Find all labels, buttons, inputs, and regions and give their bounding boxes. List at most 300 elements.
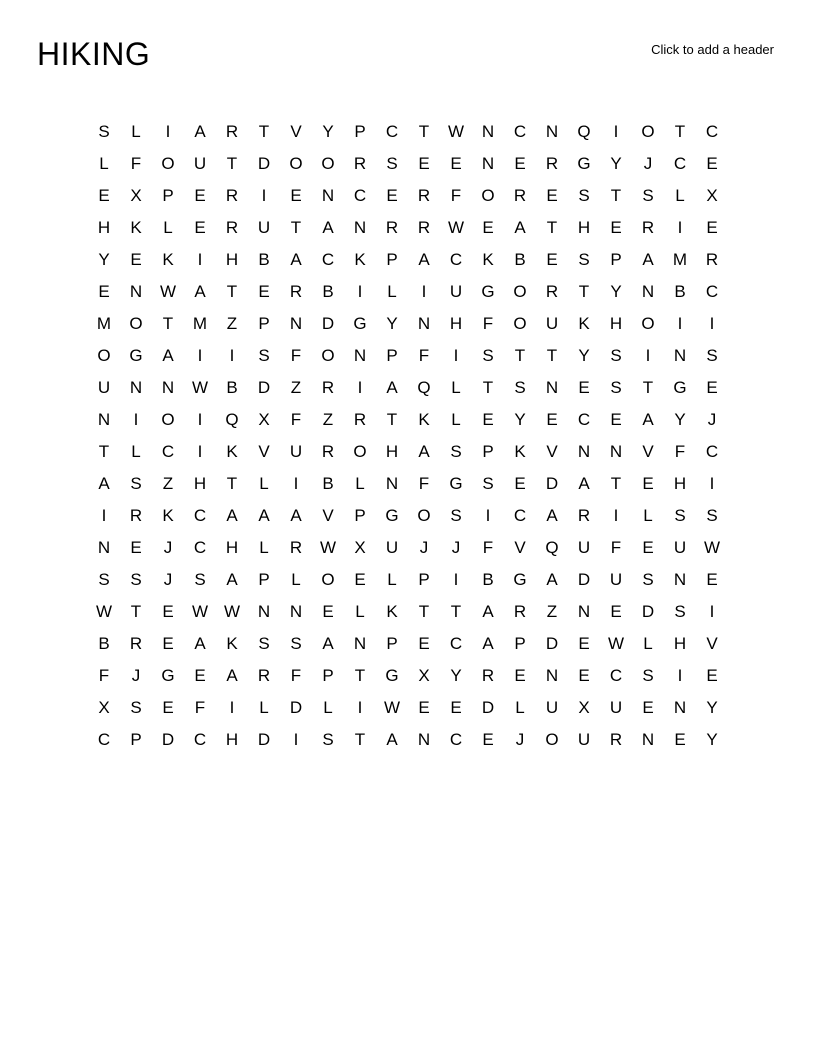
grid-letter: B [514,250,526,269]
grid-letter: A [290,506,302,525]
grid-letter: L [323,698,333,717]
grid-letter: E [354,570,366,589]
grid-letter: A [322,218,334,237]
grid-letter: H [193,474,207,493]
grid-letter: C [449,634,463,653]
grid-letter: C [193,506,207,525]
grid-letter: I [677,666,683,685]
grid-letter: S [450,442,462,461]
grid-letter: G [385,666,399,685]
grid-letter: A [258,506,270,525]
grid-letter: I [165,122,171,141]
grid-letter: R [289,282,303,301]
grid-letter: A [194,122,206,141]
grid-letter: E [194,218,206,237]
grid-letter: O [129,314,143,333]
grid-letter: F [290,346,302,365]
grid-letter: E [322,602,334,621]
grid-letter: S [482,474,494,493]
grid-letter: C [449,730,463,749]
grid-letter: K [226,442,238,461]
grid-letter: E [482,410,494,429]
grid-letter: W [383,698,401,717]
grid-letter: O [161,410,175,429]
grid-letter: Q [577,122,591,141]
grid-letter: V [322,506,334,525]
grid-letter: M [192,314,208,333]
grid-letter: C [385,122,399,141]
grid-letter: C [193,538,207,557]
grid-letter: N [641,282,655,301]
grid-letter: H [577,218,591,237]
grid-letter: E [706,154,718,173]
grid-letter: C [161,442,175,461]
grid-letter: A [546,570,558,589]
grid-letter: K [386,602,398,621]
grid-letter: X [706,186,718,205]
grid-letter: R [513,602,527,621]
grid-letter: U [545,698,559,717]
grid-letter: I [197,250,203,269]
grid-letter: N [97,538,111,557]
grid-letter: I [261,186,267,205]
grid-letter: W [703,538,721,557]
grid-letter: Q [545,538,559,557]
grid-letter: G [353,314,367,333]
grid-letter: F [450,186,462,205]
grid-letter: O [289,154,303,173]
grid-letter: S [706,346,718,365]
grid-letter: V [290,122,302,141]
grid-letter: E [578,666,590,685]
grid-letter: P [610,250,622,269]
grid-letter: E [546,250,558,269]
grid-letter: O [353,442,367,461]
grid-letter: F [482,314,494,333]
grid-letter: E [162,698,174,717]
grid-letter: H [225,538,239,557]
grid-letter: D [321,314,335,333]
grid-letter: E [130,538,142,557]
grid-letter: K [418,410,430,429]
grid-letter: S [130,570,142,589]
grid-letter: C [449,250,463,269]
grid-letter: K [482,250,494,269]
grid-letter: Z [162,474,174,493]
grid-letter: J [163,538,173,557]
grid-letter: P [162,186,174,205]
page-title: HIKING [37,36,151,72]
grid-letter: R [545,154,559,173]
grid-letter: A [98,474,110,493]
grid-letter: D [257,378,271,397]
grid-letter: E [546,186,558,205]
grid-letter: S [130,474,142,493]
word-search-grid [88,116,728,756]
grid-letter: I [197,346,203,365]
grid-letter: O [321,570,335,589]
grid-letter: T [578,282,590,301]
grid-letter: S [194,570,206,589]
grid-letter: B [322,282,334,301]
grid-letter: A [386,378,398,397]
grid-letter: E [610,218,622,237]
grid-letter: N [289,602,303,621]
grid-letter: R [641,218,655,237]
grid-letter: D [257,730,271,749]
grid-letter: E [514,154,526,173]
grid-letter: F [130,154,142,173]
grid-letter: G [161,666,175,685]
grid-letter: S [450,506,462,525]
grid-letter: T [514,346,526,365]
grid-letter: M [672,250,688,269]
grid-letter: S [674,506,686,525]
grid-letter: I [613,506,619,525]
grid-letter: L [355,474,365,493]
grid-letter: C [705,442,719,461]
grid-letter: L [99,154,109,173]
grid-letter: B [98,634,110,653]
grid-letter: E [162,602,174,621]
grid-letter: A [418,250,430,269]
grid-letter: R [545,282,559,301]
grid-letter: T [354,666,366,685]
grid-letter: K [354,250,366,269]
grid-letter: I [101,506,107,525]
grid-letter: W [607,634,625,653]
grid-letter: I [293,474,299,493]
grid-letter: C [673,154,687,173]
grid-letter: O [641,314,655,333]
grid-letter: D [481,698,495,717]
grid-letter: N [577,442,591,461]
grid-letter: L [387,282,397,301]
grid-letter: A [226,506,238,525]
grid-letter: C [193,730,207,749]
grid-letter: T [482,378,494,397]
grid-letter: D [257,154,271,173]
grid-letter: N [609,442,623,461]
grid-letter: Z [290,378,302,397]
grid-letter: Y [674,410,686,429]
grid-letter: R [417,186,431,205]
grid-letter: Q [225,410,239,429]
grid-letter: H [97,218,111,237]
grid-letter: E [194,186,206,205]
grid-letter: O [513,314,527,333]
grid-letter: O [417,506,431,525]
grid-letter: A [386,730,398,749]
grid-letter: J [643,154,653,173]
grid-letter: Z [546,602,558,621]
grid-letter: A [642,410,654,429]
grid-letter: S [130,698,142,717]
grid-letter: H [449,314,463,333]
grid-letter: F [98,666,110,685]
grid-letter: T [226,474,238,493]
grid-letter: I [133,410,139,429]
grid-letter: I [709,314,715,333]
grid-letter: N [577,602,591,621]
grid-letter: L [515,698,525,717]
grid-letter: T [674,122,686,141]
grid-letter: E [610,410,622,429]
grid-letter: U [609,570,623,589]
grid-letter: S [514,378,526,397]
grid-letter: T [162,314,174,333]
grid-letter: E [546,410,558,429]
grid-letter: E [578,378,590,397]
grid-letter: W [319,538,337,557]
grid-letter: T [610,186,622,205]
grid-letter: W [95,602,113,621]
grid-letter: T [226,282,238,301]
grid-letter: R [385,218,399,237]
grid-letter: A [194,282,206,301]
grid-letter: C [609,666,623,685]
grid-letter: S [610,346,622,365]
grid-letter: A [418,442,430,461]
grid-letter: H [673,474,687,493]
grid-letter: R [705,250,719,269]
grid-letter: N [673,346,687,365]
grid-letter: B [674,282,686,301]
grid-letter: E [642,538,654,557]
grid-letter: A [226,570,238,589]
grid-letter: T [386,410,398,429]
grid-letter: A [162,346,174,365]
grid-letter: N [257,602,271,621]
grid-letter: H [385,442,399,461]
grid-letter: B [482,570,494,589]
grid-letter: L [451,410,461,429]
grid-letter: R [609,730,623,749]
grid-letter: E [578,634,590,653]
grid-letter: S [98,570,110,589]
grid-letter: U [289,442,303,461]
header-placeholder[interactable]: Click to add a header [651,42,774,57]
grid-letter: E [450,698,462,717]
grid-letter: R [225,218,239,237]
grid-letter: N [97,410,111,429]
grid-letter: E [642,698,654,717]
grid-letter: G [129,346,143,365]
grid-letter: H [225,730,239,749]
grid-letter: O [545,730,559,749]
grid-letter: Y [98,250,110,269]
grid-letter: Y [450,666,462,685]
grid-letter: N [353,346,367,365]
grid-letter: J [419,538,429,557]
grid-letter: E [674,730,686,749]
grid-letter: I [357,282,363,301]
grid-letter: C [97,730,111,749]
grid-letter: T [354,730,366,749]
grid-letter: R [353,154,367,173]
grid-letter: X [354,538,366,557]
grid-letter: Z [322,410,334,429]
grid-letter: N [353,218,367,237]
grid-letter: I [677,314,683,333]
grid-letter: I [357,378,363,397]
grid-letter: T [450,602,462,621]
grid-letter: R [417,218,431,237]
grid-letter: F [610,538,622,557]
grid-letter: E [418,698,430,717]
grid-letter: N [641,730,655,749]
grid-letter: L [259,698,269,717]
grid-letter: R [289,538,303,557]
grid-letter: U [673,538,687,557]
grid-letter: P [354,122,366,141]
grid-letter: K [226,634,238,653]
grid-letter: V [546,442,558,461]
grid-letter: A [226,666,238,685]
grid-letter: L [355,602,365,621]
grid-letter: R [481,666,495,685]
grid-letter: G [673,378,687,397]
grid-letter: F [290,410,302,429]
grid-letter: E [482,730,494,749]
grid-letter: E [706,666,718,685]
grid-letter: U [193,154,207,173]
grid-letter: R [257,666,271,685]
grid-letter: G [481,282,495,301]
grid-letter: K [130,218,142,237]
grid-letter: P [514,634,526,653]
grid-letter: S [610,378,622,397]
grid-letter: H [673,634,687,653]
grid-letter: S [578,186,590,205]
grid-letter: A [194,634,206,653]
grid-letter: Y [610,282,622,301]
grid-letter: P [258,570,270,589]
grid-letter: X [130,186,142,205]
grid-letter: Y [706,730,718,749]
grid-letter: Y [610,154,622,173]
grid-letter: F [418,346,430,365]
grid-letter: N [385,474,399,493]
grid-letter: F [290,666,302,685]
grid-letter: P [386,346,398,365]
grid-letter: S [386,154,398,173]
grid-letter: A [482,602,494,621]
grid-letter: I [229,346,235,365]
grid-letter: E [418,154,430,173]
grid-letter: R [321,442,335,461]
grid-letter: N [289,314,303,333]
grid-letter: I [453,346,459,365]
grid-letter: D [545,634,559,653]
grid-letter: I [357,698,363,717]
grid-letter: X [98,698,110,717]
grid-letter: O [161,154,175,173]
grid-letter: S [482,346,494,365]
grid-letter: L [131,442,141,461]
grid-letter: D [641,602,655,621]
grid-letter: R [225,122,239,141]
grid-letter: A [578,474,590,493]
grid-letter: K [162,506,174,525]
grid-letter: E [706,570,718,589]
grid-letter: L [387,570,397,589]
grid-letter: Y [386,314,398,333]
grid-letter: G [385,506,399,525]
grid-letter: S [642,186,654,205]
grid-letter: A [290,250,302,269]
grid-letter: O [321,346,335,365]
grid-letter: Y [706,698,718,717]
grid-letter: P [130,730,142,749]
grid-letter: J [707,410,717,429]
grid-letter: N [129,378,143,397]
grid-letter: O [321,154,335,173]
grid-letter: V [514,538,526,557]
grid-letter: K [162,250,174,269]
grid-letter: W [191,378,209,397]
grid-letter: X [258,410,270,429]
grid-letter: R [129,506,143,525]
grid-letter: I [613,122,619,141]
grid-letter: I [293,730,299,749]
grid-letter: T [290,218,302,237]
grid-letter: N [481,154,495,173]
grid-letter: C [513,506,527,525]
grid-letter: E [642,474,654,493]
grid-letter: H [609,314,623,333]
grid-letter: C [321,250,335,269]
grid-letter: N [321,186,335,205]
grid-letter: I [709,474,715,493]
grid-letter: Z [226,314,238,333]
grid-letter: X [578,698,590,717]
grid-letter: P [322,666,334,685]
grid-letter: I [485,506,491,525]
grid-letter: N [673,570,687,589]
grid-letter: N [545,666,559,685]
grid-letter: L [259,538,269,557]
grid-letter: N [353,634,367,653]
grid-letter: A [642,250,654,269]
grid-letter: H [225,250,239,269]
grid-letter: S [258,634,270,653]
grid-letter: I [709,602,715,621]
grid-letter: I [197,410,203,429]
grid-letter: E [162,634,174,653]
grid-letter: V [642,442,654,461]
grid-letter: C [577,410,591,429]
grid-letter: E [706,378,718,397]
grid-letter: S [674,602,686,621]
grid-letter: S [578,250,590,269]
grid-letter: R [129,634,143,653]
grid-letter: O [97,346,111,365]
grid-letter: F [674,442,686,461]
grid-letter: E [194,666,206,685]
grid-letter: E [706,218,718,237]
grid-letter: T [98,442,110,461]
grid-letter: F [482,538,494,557]
grid-letter: U [577,538,591,557]
grid-letter: N [481,122,495,141]
grid-letter: S [258,346,270,365]
grid-letter: K [578,314,590,333]
grid-letter: P [386,634,398,653]
grid-letter: L [131,122,141,141]
grid-letter: S [98,122,110,141]
grid-letter: U [609,698,623,717]
